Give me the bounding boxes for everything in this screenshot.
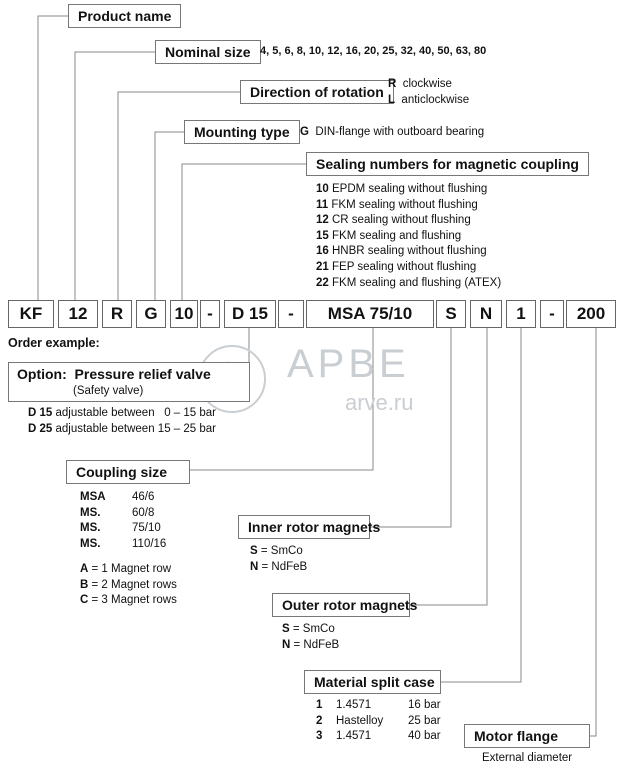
- list-item: S = SmCo: [282, 623, 335, 635]
- sealing-item: 22 FKM sealing and flushing (ATEX): [316, 276, 502, 289]
- watermark-brand: АРВЕ: [287, 342, 410, 386]
- code-sealing: 10: [170, 300, 198, 328]
- motor-flange-subtitle: External diameter: [482, 752, 573, 764]
- table-row: 1 1.4571 16 bar: [316, 699, 441, 711]
- label-sealing: Sealing numbers for magnetic coupling: [306, 152, 589, 176]
- code-separator: -: [540, 300, 564, 328]
- direction-option-r: R clockwise: [388, 78, 452, 90]
- code-motor-flange: 200: [566, 300, 616, 328]
- nominal-size-values: 4, 5, 6, 8, 10, 12, 16, 20, 25, 32, 40, 50, 63, 80: [260, 45, 487, 57]
- table-row: MSA 46/6: [80, 491, 155, 503]
- list-item: S = SmCo: [250, 545, 303, 557]
- list-item: N = NdFeB: [250, 560, 308, 573]
- list-item: C = 3 Magnet rows: [80, 594, 177, 607]
- code-mounting: G: [136, 300, 166, 328]
- sealing-item: 10 EPDM sealing without flushing: [316, 183, 488, 195]
- order-example-label: Order example:: [8, 336, 100, 350]
- list-item: B = 2 Magnet rows: [80, 578, 177, 591]
- line-material: [441, 328, 521, 682]
- coupling-size-table: [80, 490, 176, 552]
- magnet-rows-list: [80, 562, 177, 609]
- direction-option-l: L anticlockwise: [388, 93, 470, 106]
- sealing-item: 16 HNBR sealing without flushing: [316, 245, 487, 258]
- option-subtitle: (Safety valve): [73, 385, 144, 397]
- option-box: [8, 362, 250, 402]
- table-row: 3 1.4571 40 bar: [316, 730, 441, 743]
- table-row: MS. 75/10: [80, 522, 161, 535]
- direction-options: [388, 77, 469, 108]
- table-row: 2 Hastelloy 25 bar: [316, 714, 441, 727]
- label-coupling-size: Coupling size: [66, 460, 190, 484]
- label-direction: Direction of rotation: [240, 80, 394, 104]
- table-row: MS. 60/8: [80, 506, 155, 519]
- code-option: D 15: [224, 300, 276, 328]
- inner-rotor-list: [250, 544, 307, 575]
- option-item: D 25 adjustable between 15 – 25 bar: [28, 422, 216, 435]
- line-mounting: [155, 132, 184, 300]
- label-mounting-type: Mounting type: [184, 120, 300, 144]
- line-motor: [590, 328, 596, 736]
- material-table: [316, 698, 451, 745]
- label-motor-flange: Motor flange: [464, 724, 590, 748]
- code-outer-magnets: N: [470, 300, 502, 328]
- code-coupling: MSA 75/10: [306, 300, 434, 328]
- option-list: [28, 406, 216, 437]
- list-item: N = NdFeB: [282, 638, 340, 651]
- code-inner-magnets: S: [436, 300, 466, 328]
- label-nominal-size: Nominal size: [155, 40, 261, 64]
- option-item: D 15 adjustable between 0 – 15 bar: [28, 407, 216, 419]
- table-row: MS. 110/16: [80, 537, 167, 550]
- sealing-item: 15 FKM sealing and flushing: [316, 229, 462, 242]
- option-title: Option: Pressure relief valve: [17, 366, 211, 382]
- label-outer-rotor: Outer rotor magnets: [272, 593, 410, 617]
- line-nominal-size: [75, 52, 155, 300]
- code-separator: -: [278, 300, 304, 328]
- label-product-name: Product name: [68, 4, 181, 28]
- sealing-item: 11 FKM sealing without flushing: [316, 198, 478, 211]
- watermark-site: arve.ru: [345, 390, 414, 415]
- label-material-split-case: Material split case: [304, 670, 441, 694]
- sealing-list: [316, 182, 501, 291]
- sealing-item: 21 FEP sealing without flushing: [316, 260, 477, 273]
- line-product-name: [38, 16, 68, 300]
- code-nominal-size: 12: [58, 300, 98, 328]
- outer-rotor-list: [282, 622, 339, 653]
- line-sealing: [182, 164, 306, 300]
- label-inner-rotor: Inner rotor magnets: [238, 515, 370, 539]
- sealing-item: 12 CR sealing without flushing: [316, 214, 471, 227]
- code-material: 1: [506, 300, 536, 328]
- code-product: KF: [8, 300, 54, 328]
- mounting-option: G DIN-flange with outboard bearing: [300, 126, 485, 138]
- code-direction: R: [102, 300, 132, 328]
- code-separator: -: [200, 300, 220, 328]
- list-item: A = 1 Magnet row: [80, 563, 172, 575]
